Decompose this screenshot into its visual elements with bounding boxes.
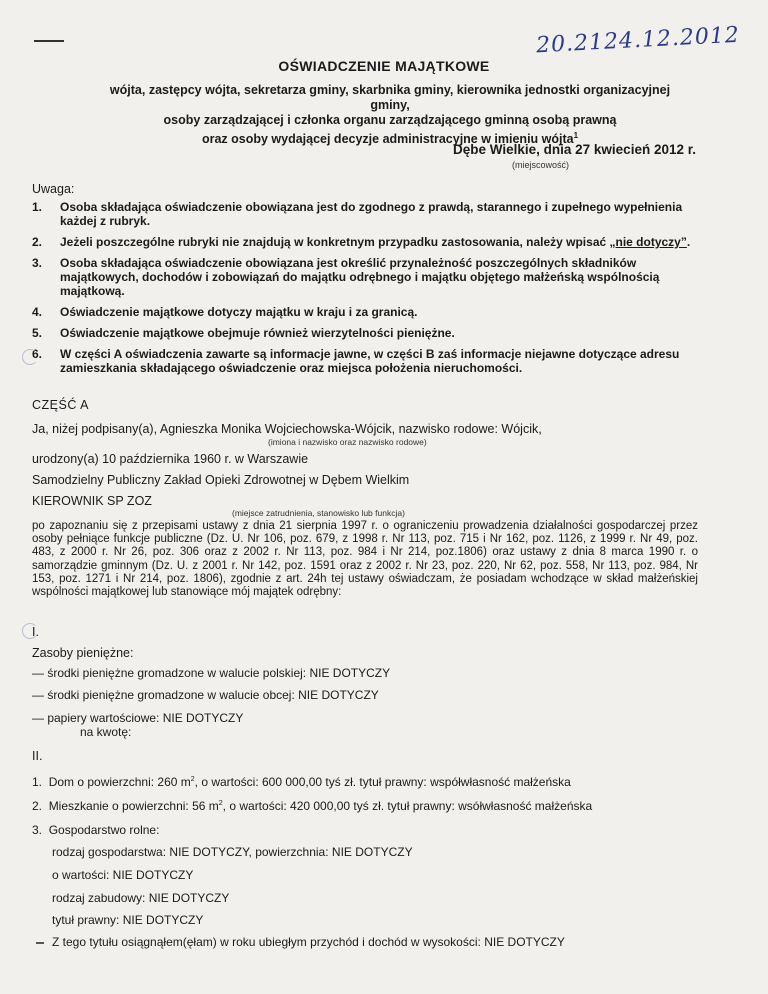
subtitle-line-3: oraz osoby wydającej decyzje administracyjne w imieniu wójta <box>201 132 574 147</box>
flat-item <box>32 799 592 813</box>
house-item <box>32 775 571 789</box>
note-text <box>60 235 702 249</box>
hole-punch-mark <box>22 349 38 365</box>
note-number: 1. <box>32 200 43 214</box>
document-title: OŚWIADCZENIE MAJĄTKOWE <box>278 58 490 74</box>
note-text: Osoba składająca oświadczenie obowiązana jest do zgodnego z prawdą, starannego i zupełnego wypełnienia każdej z rubryk. <box>60 200 683 228</box>
note-text: Oświadczenie majątkowe obejmuje również wierzytelności pieniężne. <box>60 326 455 340</box>
note-number: 6. <box>32 347 43 361</box>
farm-buildings-line: rodzaj zabudowy: NIE DOTYCZY <box>52 891 230 905</box>
declarant-caption: (imiona i nazwisko oraz nazwisko rodowe) <box>268 437 427 447</box>
securities-item: — papiery wartościowe: NIE DOTYCZY <box>32 711 244 725</box>
house-text: Dom o powierzchni: 260 m <box>48 775 191 789</box>
flat-text-rest: , o wartości: 420 000,00 tyś zł. tytuł prawny: wsółwłasność małżeńska <box>222 799 593 813</box>
note-item <box>32 256 702 298</box>
note-item <box>32 200 702 228</box>
subtitle-line-1: wójta, zastępcy wójta, sekretarza gminy, skarbnika gminy, kierownika jednostki organizacyjnej gminy, <box>109 83 671 112</box>
part-a-heading: CZĘŚĆ A <box>32 398 89 412</box>
position-line: KIEROWNIK SP ZOZ <box>32 494 152 508</box>
flat-text: Mieszkanie o powierzchni: 56 m <box>48 799 219 813</box>
farm-value-line: o wartości: NIE DOTYCZY <box>52 868 194 882</box>
subtitle-line-2: osoby zarządzającej i członka organu zarządzającego gminną osobą prawną <box>163 113 617 127</box>
farm-number: 3. <box>32 823 43 837</box>
cash-pln-item: — środki pieniężne gromadzone w walucie polskiej: NIE DOTYCZY <box>32 666 391 680</box>
place-and-date: Dębe Wielkie, dnia 27 kwiecień 2012 r. <box>452 142 696 157</box>
note-number: 2. <box>32 235 43 249</box>
handwritten-registration-date: 20.2124.12.2012 <box>535 22 741 59</box>
note-underlined-phrase: „nie dotyczy” <box>609 235 687 249</box>
scan-mark <box>34 40 64 42</box>
note-text-part: . <box>686 235 691 249</box>
notes-list <box>32 200 702 382</box>
note-item <box>32 326 702 340</box>
document-subtitle <box>90 83 690 147</box>
note-item <box>32 347 702 375</box>
scan-mark <box>36 942 44 944</box>
note-text: W części A oświadczenia zawarte są informacje jawne, w części B zaś informacje niejawne dotyczące adresu zamieszkania składającego oświadczenie oraz miejsca położenia nieruchomości. <box>60 347 680 375</box>
note-text: Osoba składająca oświadczenie obowiązana jest określić przynależność poszczególnych składników majątkowych, dochodów i zobowiązań do majątku odrębnego i majątku objętego małżeńską wspólnością majątkową. <box>60 256 660 298</box>
flat-number: 2. <box>32 799 43 813</box>
house-unit-sup: 2 <box>190 776 195 783</box>
house-number: 1. <box>32 775 43 789</box>
declarant-line: Ja, niżej podpisany(a), Agnieszka Monika Wojciechowska-Wójcik, nazwisko rodowe: Wójcik, <box>32 422 542 436</box>
position-caption: (miejsce zatrudnienia, stanowisko lub funkcja) <box>232 508 405 518</box>
note-item <box>32 305 702 319</box>
section-1-numeral: I. <box>32 625 39 639</box>
note-item <box>32 235 702 249</box>
note-number: 4. <box>32 305 43 319</box>
cash-foreign-item: — środki pieniężne gromadzone w walucie obcej: NIE DOTYCZY <box>32 688 379 702</box>
legal-basis-paragraph: po zapoznaniu się z przepisami ustawy z dnia 21 sierpnia 1997 r. o ograniczeniu prowadzenia działalności gospodarczej przez osoby pełniące funkcje publiczne (Dz. U. Nr 106, poz. 679, z 1998 r. Nr 113, poz. 715 i Nr 162, poz. 1126, z 1999 r. Nr 49, poz. 483, z 2000 r. Nr 26, poz. 306 oraz z 2002 r. Nr 113, poz. 984 i Nr 214, poz.1806) oraz ustawy z dnia 8 marca 1990 r. o samorządzie gminnym (Dz. U. z 2001 r. Nr 142, poz. 1591 oraz z 2002 r. Nr 23, poz. 220, Nr 62, poz. 558, Nr 113, poz. 984, Nr 153, poz. 1271 i Nr 214, poz. 1806), zgodnie z art. 24h tej ustawy oświadczam, że posiadam wchodzące w skład małżeńskiej wspólności majątkowej lub stanowiące mój majątek odrębny: <box>32 520 698 599</box>
section-1-heading: Zasoby pieniężne: <box>32 646 134 660</box>
section-2-numeral: II. <box>32 749 43 763</box>
note-text: Oświadczenie majątkowe dotyczy majątku w kraju i za granicą. <box>60 305 418 319</box>
house-text-rest: , o wartości: 600 000,00 tyś zł. tytuł prawny: współwłasność małżeńska <box>194 775 571 789</box>
flat-unit-sup: 2 <box>218 800 223 807</box>
farm-title-line: tytuł prawny: NIE DOTYCZY <box>52 913 204 927</box>
note-number: 3. <box>32 256 43 270</box>
farm-heading: Gospodarstwo rolne: <box>48 823 160 837</box>
farm-item <box>32 823 159 837</box>
notes-heading: Uwaga: <box>32 182 75 196</box>
securities-amount-label: na kwotę: <box>80 725 132 739</box>
birth-line: urodzony(a) 10 października 1960 r. w Warszawie <box>32 452 309 466</box>
workplace-line: Samodzielny Publiczny Zakład Opieki Zdrowotnej w Dębem Wielkim <box>32 473 410 487</box>
farm-income-line: Z tego tytułu osiągnąłem(ęłam) w roku ubiegłym przychód i dochód w wysokości: NIE DOTYCZY <box>52 935 565 949</box>
note-number: 5. <box>32 326 43 340</box>
farm-type-line: rodzaj gospodarstwa: NIE DOTYCZY, powierzchnia: NIE DOTYCZY <box>52 845 413 859</box>
footnote-marker: 1 <box>573 131 579 140</box>
place-caption: (miejscowość) <box>512 160 570 170</box>
note-text-part: Jeżeli poszczególne rubryki nie znajdują w konkretnym przypadku zastosowania, należy wpisać <box>60 235 610 249</box>
